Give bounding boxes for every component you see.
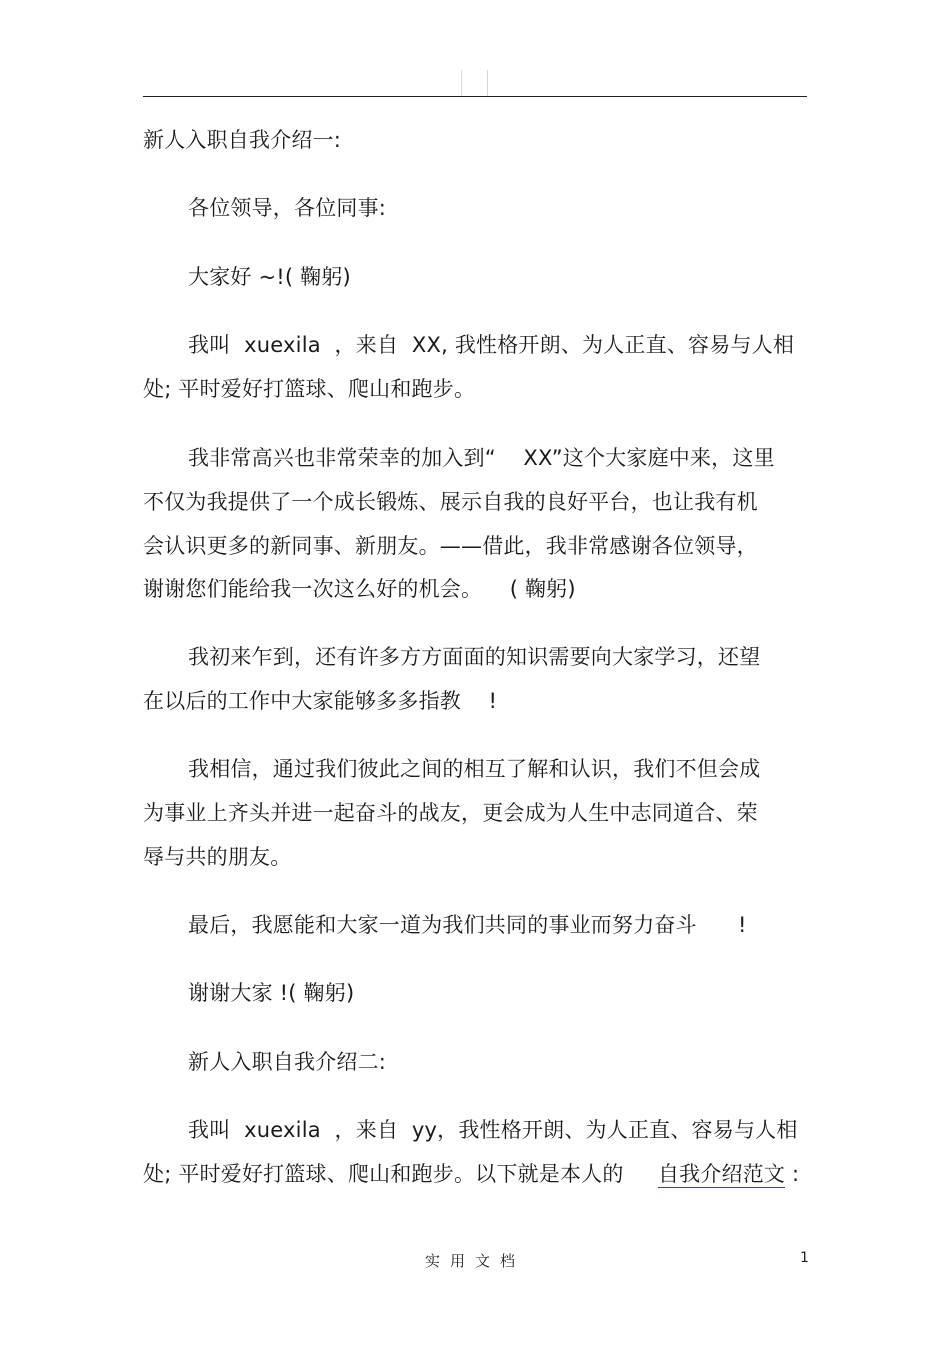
- header-tick-right: [487, 70, 488, 96]
- paragraph-line: 我初来乍到，还有许多方方面面的知识需要向大家学习，还望: [188, 645, 761, 669]
- paragraph-line: 大家好 ~!( 鞠躬): [188, 265, 351, 289]
- page-number: 1: [800, 1250, 809, 1266]
- section-heading-1: 新人入职自我介绍一:: [143, 128, 342, 152]
- paragraph-line: 不仅为我提供了一个成长锻炼、展示自我的良好平台，也让我有机: [143, 490, 758, 514]
- paragraph-line: 我叫 xuexila ，来自 yy，我性格开朗、为人正直、容易与人相: [188, 1118, 798, 1142]
- paragraph-line-with-link: [143, 1161, 799, 1187]
- paragraph-line: 我叫 xuexila ，来自 XX, 我性格开朗、为人正直、容易与人相: [188, 333, 795, 357]
- paragraph-text: 处; 平时爱好打篮球、爬山和跑步。以下就是本人的: [143, 1162, 658, 1186]
- paragraph-line: 在以后的工作中大家能够多多指教 !: [143, 689, 498, 713]
- footer-label: 实用文档: [424, 1252, 525, 1270]
- paragraph-line: 谢谢您们能给我一次这么好的机会。 ( 鞠躬): [143, 577, 576, 601]
- header-rule: [143, 96, 807, 97]
- paragraph-line: 我非常高兴也非常荣幸的加入到“ XX”这个大家庭中来，这里: [188, 446, 775, 470]
- paragraph-line: 会认识更多的新同事、新朋友。——借此，我非常感谢各位领导，: [143, 534, 758, 558]
- self-intro-sample-link[interactable]: 自我介绍范文: [657, 1162, 786, 1186]
- paragraph-line: 为事业上齐头并进一起奋斗的战友，更会成为人生中志同道合、荣: [143, 801, 758, 825]
- paragraph-text: :: [785, 1162, 800, 1186]
- paragraph-line: 我相信，通过我们彼此之间的相互了解和认识，我们不但会成: [188, 757, 761, 781]
- paragraph-line: 处; 平时爱好打篮球、爬山和跑步。: [143, 377, 476, 401]
- header-tick-left: [461, 70, 462, 96]
- paragraph-line: 辱与共的朋友。: [143, 845, 292, 869]
- paragraph-line: 各位领导，各位同事:: [188, 196, 387, 220]
- paragraph-line: 谢谢大家 !( 鞠躬): [188, 981, 355, 1005]
- section-heading-2: 新人入职自我介绍二:: [188, 1050, 387, 1074]
- paragraph-line: 最后，我愿能和大家一道为我们共同的事业而努力奋斗 !: [188, 913, 747, 937]
